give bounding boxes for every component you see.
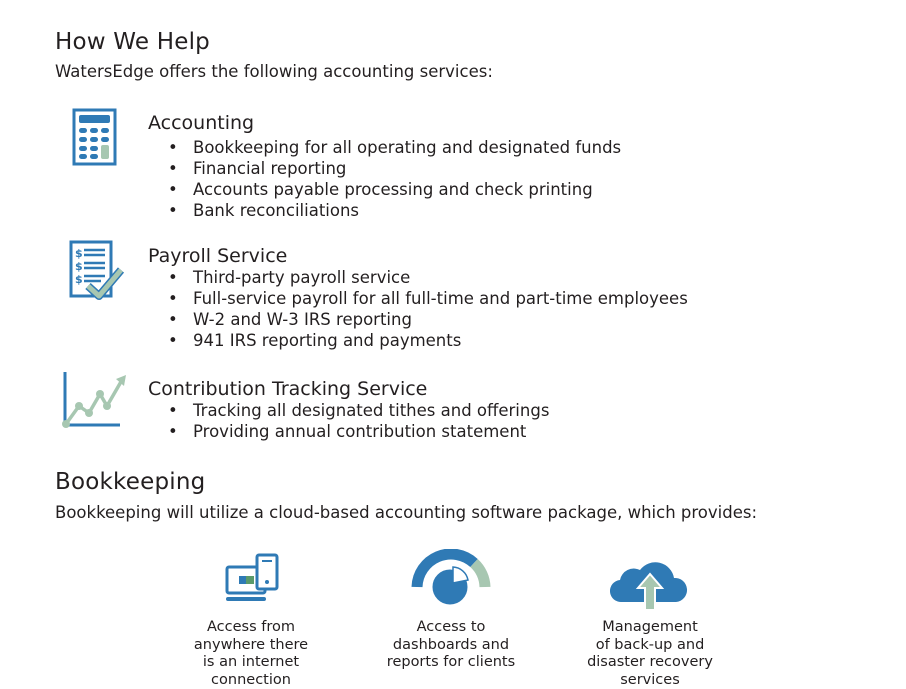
feature-caption: Management of back-up and disaster recovery services xyxy=(587,619,713,688)
calculator-icon xyxy=(72,108,118,166)
intro-text: WatersEdge offers the following accounting services: xyxy=(55,62,493,81)
service-list xyxy=(166,137,621,221)
service-title: Accounting xyxy=(148,112,255,134)
section-intro: Bookkeeping will utilize a cloud-based accounting software package, which provides: xyxy=(55,503,758,522)
svg-text:$: $ xyxy=(75,273,83,286)
section-title: Bookkeeping xyxy=(55,469,206,495)
feature-caption: Access to dashboards and reports for clients xyxy=(386,619,516,670)
service-title: Payroll Service xyxy=(148,245,288,267)
list-item: • Providing annual contribution statement xyxy=(166,421,549,442)
list-item: • Accounts payable processing and check printing xyxy=(166,179,621,200)
list-item: • W-2 and W-3 IRS reporting xyxy=(166,309,688,330)
list-item: • Bookkeeping for all operating and designated funds xyxy=(166,137,621,158)
list-item: • Financial reporting xyxy=(166,158,621,179)
cloud-upload-icon xyxy=(610,556,690,610)
list-item: • Full-service payroll for all full-time and part-time employees xyxy=(166,288,688,309)
list-item: • 941 IRS reporting and payments xyxy=(166,330,688,351)
list-item: • Third-party payroll service xyxy=(166,267,688,288)
list-item: • Bank reconciliations xyxy=(166,200,621,221)
svg-text:$: $ xyxy=(75,260,83,273)
svg-text:$: $ xyxy=(75,247,83,260)
service-list xyxy=(166,400,549,442)
list-item: • Tracking all designated tithes and offerings xyxy=(166,400,549,421)
dashboard-gauge-icon xyxy=(411,549,491,607)
growth-chart-icon xyxy=(60,370,130,430)
payroll-checklist-icon xyxy=(69,240,125,302)
service-list xyxy=(166,267,688,351)
service-title: Contribution Tracking Service xyxy=(148,378,428,400)
feature-caption: Access from anywhere there is an internet connection xyxy=(193,619,309,688)
page-title: How We Help xyxy=(55,29,210,55)
devices-icon xyxy=(224,553,282,603)
